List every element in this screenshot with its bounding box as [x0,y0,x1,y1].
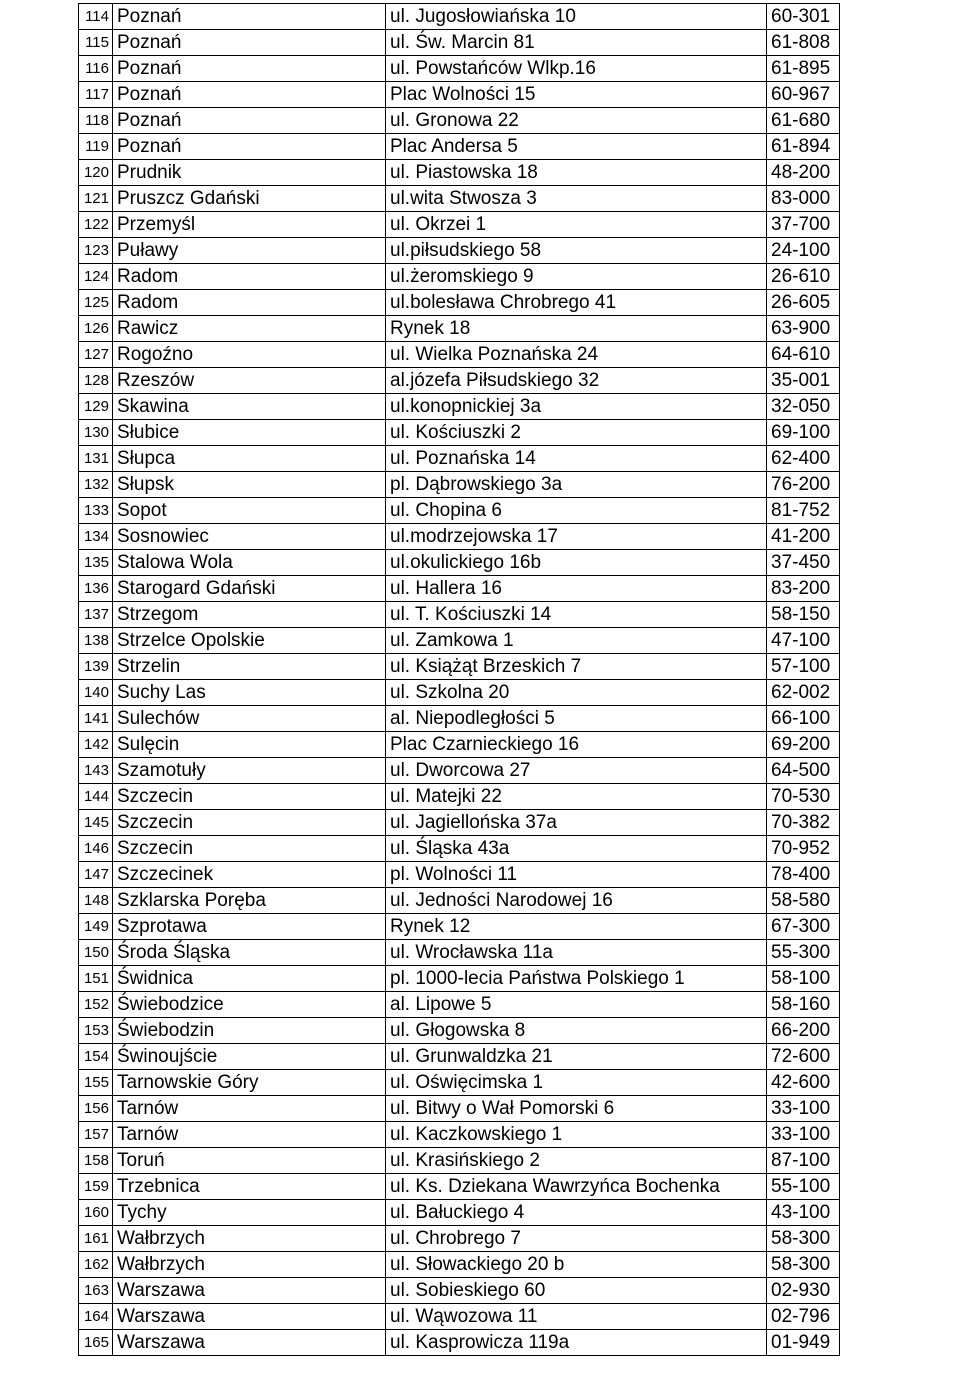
row-number: 136 [79,576,113,602]
table-row [79,1044,840,1070]
row-number: 122 [79,212,113,238]
city-cell: Poznań [113,56,386,82]
city-cell: Słupca [113,446,386,472]
table-row [79,654,840,680]
row-number: 117 [79,82,113,108]
address-cell: ul.żeromskiego 9 [386,264,767,290]
row-number: 162 [79,1252,113,1278]
postal-code-cell: 62-002 [767,680,840,706]
row-number: 154 [79,1044,113,1070]
row-number: 153 [79,1018,113,1044]
postal-code-cell: 61-680 [767,108,840,134]
postal-code-cell: 78-400 [767,862,840,888]
postal-code-cell: 58-160 [767,992,840,1018]
row-number: 120 [79,160,113,186]
city-cell: Sosnowiec [113,524,386,550]
table-row [79,758,840,784]
address-cell: al. Niepodległości 5 [386,706,767,732]
city-cell: Świdnica [113,966,386,992]
city-cell: Starogard Gdański [113,576,386,602]
address-cell: ul. Kasprowicza 119a [386,1330,767,1356]
address-cell: ul. Matejki 22 [386,784,767,810]
city-cell: Poznań [113,108,386,134]
address-cell: Plac Andersa 5 [386,134,767,160]
postal-code-cell: 32-050 [767,394,840,420]
row-number: 140 [79,680,113,706]
row-number: 133 [79,498,113,524]
postal-code-cell: 70-530 [767,784,840,810]
postal-code-cell: 42-600 [767,1070,840,1096]
postal-code-cell: 61-894 [767,134,840,160]
row-number: 159 [79,1174,113,1200]
table-row [79,498,840,524]
table-row [79,1070,840,1096]
postal-code-cell: 58-100 [767,966,840,992]
city-cell: Pruszcz Gdański [113,186,386,212]
city-cell: Stalowa Wola [113,550,386,576]
table-row [79,810,840,836]
row-number: 158 [79,1148,113,1174]
row-number: 134 [79,524,113,550]
row-number: 155 [79,1070,113,1096]
city-cell: Szklarska Poręba [113,888,386,914]
table-row [79,1148,840,1174]
table-row [79,1096,840,1122]
postal-code-cell: 58-580 [767,888,840,914]
row-number: 156 [79,1096,113,1122]
table-row [79,992,840,1018]
address-cell: ul. Dworcowa 27 [386,758,767,784]
city-cell: Poznań [113,4,386,30]
postal-code-cell: 70-952 [767,836,840,862]
row-number: 123 [79,238,113,264]
city-cell: Rzeszów [113,368,386,394]
postal-code-cell: 37-450 [767,550,840,576]
row-number: 149 [79,914,113,940]
address-cell: ul. Zamkowa 1 [386,628,767,654]
table-row [79,472,840,498]
address-cell: ul. Bałuckiego 4 [386,1200,767,1226]
address-cell: pl. Wolności 11 [386,862,767,888]
row-number: 160 [79,1200,113,1226]
postal-code-cell: 24-100 [767,238,840,264]
address-cell: ul. Powstańców Wlkp.16 [386,56,767,82]
row-number: 132 [79,472,113,498]
city-cell: Rogoźno [113,342,386,368]
city-cell: Strzegom [113,602,386,628]
table-row [79,238,840,264]
row-number: 131 [79,446,113,472]
address-cell: ul. Kaczkowskiego 1 [386,1122,767,1148]
city-cell: Słupsk [113,472,386,498]
row-number: 163 [79,1278,113,1304]
city-cell: Poznań [113,30,386,56]
table-row [79,446,840,472]
postal-code-cell: 61-808 [767,30,840,56]
row-number: 161 [79,1226,113,1252]
postal-code-cell: 60-301 [767,4,840,30]
table-row [79,342,840,368]
city-cell: Szczecin [113,810,386,836]
table-row [79,732,840,758]
table-row [79,160,840,186]
table-row [79,862,840,888]
address-cell: ul.modrzejowska 17 [386,524,767,550]
address-cell: ul. Hallera 16 [386,576,767,602]
address-table-body [79,4,840,1356]
row-number: 150 [79,940,113,966]
row-number: 121 [79,186,113,212]
city-cell: Strzelin [113,654,386,680]
address-cell: ul. Książąt Brzeskich 7 [386,654,767,680]
table-row [79,186,840,212]
row-number: 164 [79,1304,113,1330]
row-number: 143 [79,758,113,784]
row-number: 115 [79,30,113,56]
city-cell: Świnoujście [113,1044,386,1070]
postal-code-cell: 64-500 [767,758,840,784]
row-number: 152 [79,992,113,1018]
postal-code-cell: 72-600 [767,1044,840,1070]
city-cell: Puławy [113,238,386,264]
table-row [79,82,840,108]
address-sheet [78,3,840,1356]
address-cell: ul. Wrocławska 11a [386,940,767,966]
city-cell: Szczecin [113,836,386,862]
address-cell: al.józefa Piłsudskiego 32 [386,368,767,394]
postal-code-cell: 69-100 [767,420,840,446]
postal-code-cell: 61-895 [767,56,840,82]
table-row [79,524,840,550]
address-cell: al. Lipowe 5 [386,992,767,1018]
address-cell: ul. Krasińskiego 2 [386,1148,767,1174]
row-number: 125 [79,290,113,316]
table-row [79,914,840,940]
city-cell: Radom [113,290,386,316]
row-number: 138 [79,628,113,654]
row-number: 116 [79,56,113,82]
city-cell: Świebodzin [113,1018,386,1044]
city-cell: Sulęcin [113,732,386,758]
table-row [79,680,840,706]
postal-code-cell: 48-200 [767,160,840,186]
address-cell: ul.wita Stwosza 3 [386,186,767,212]
table-row [79,1174,840,1200]
address-cell: ul. Jedności Narodowej 16 [386,888,767,914]
row-number: 145 [79,810,113,836]
address-cell: Plac Czarnieckiego 16 [386,732,767,758]
address-cell: ul. Jagiellońska 37a [386,810,767,836]
row-number: 144 [79,784,113,810]
address-cell: ul. Słowackiego 20 b [386,1252,767,1278]
address-cell: ul. Wąwozowa 11 [386,1304,767,1330]
address-cell: ul. Poznańska 14 [386,446,767,472]
table-row [79,888,840,914]
city-cell: Wałbrzych [113,1252,386,1278]
table-row [79,1018,840,1044]
postal-code-cell: 01-949 [767,1330,840,1356]
postal-code-cell: 58-300 [767,1226,840,1252]
postal-code-cell: 02-930 [767,1278,840,1304]
city-cell: Rawicz [113,316,386,342]
row-number: 157 [79,1122,113,1148]
city-cell: Warszawa [113,1304,386,1330]
row-number: 118 [79,108,113,134]
city-cell: Warszawa [113,1330,386,1356]
address-cell: ul. Św. Marcin 81 [386,30,767,56]
postal-code-cell: 81-752 [767,498,840,524]
table-row [79,394,840,420]
city-cell: Szamotuły [113,758,386,784]
postal-code-cell: 83-000 [767,186,840,212]
address-cell: Plac Wolności 15 [386,82,767,108]
row-number: 142 [79,732,113,758]
city-cell: Poznań [113,134,386,160]
table-row [79,316,840,342]
city-cell: Radom [113,264,386,290]
row-number: 137 [79,602,113,628]
row-number: 165 [79,1330,113,1356]
table-row [79,628,840,654]
table-row [79,212,840,238]
row-number: 130 [79,420,113,446]
row-number: 151 [79,966,113,992]
postal-code-cell: 26-605 [767,290,840,316]
city-cell: Tarnowskie Góry [113,1070,386,1096]
table-row [79,1330,840,1356]
address-cell: ul. Grunwaldzka 21 [386,1044,767,1070]
city-cell: Skawina [113,394,386,420]
row-number: 119 [79,134,113,160]
postal-code-cell: 69-200 [767,732,840,758]
row-number: 139 [79,654,113,680]
address-cell: ul.konopnickiej 3a [386,394,767,420]
table-row [79,1304,840,1330]
row-number: 126 [79,316,113,342]
address-cell: Rynek 18 [386,316,767,342]
table-row [79,30,840,56]
city-cell: Trzebnica [113,1174,386,1200]
table-row [79,1278,840,1304]
table-row [79,836,840,862]
table-row [79,108,840,134]
city-cell: Strzelce Opolskie [113,628,386,654]
city-cell: Warszawa [113,1278,386,1304]
address-cell: pl. 1000-lecia Państwa Polskiego 1 [386,966,767,992]
postal-code-cell: 67-300 [767,914,840,940]
postal-code-cell: 63-900 [767,316,840,342]
address-cell: ul.bolesława Chrobrego 41 [386,290,767,316]
address-cell: ul. Głogowska 8 [386,1018,767,1044]
row-number: 141 [79,706,113,732]
row-number: 147 [79,862,113,888]
table-row [79,784,840,810]
address-cell: ul. Ks. Dziekana Wawrzyńca Bochenka [386,1174,767,1200]
address-cell: ul. Kościuszki 2 [386,420,767,446]
city-cell: Sulechów [113,706,386,732]
postal-code-cell: 35-001 [767,368,840,394]
address-table [78,3,840,1356]
postal-code-cell: 58-150 [767,602,840,628]
address-cell: ul. Wielka Poznańska 24 [386,342,767,368]
table-row [79,966,840,992]
address-cell: ul.piłsudskiego 58 [386,238,767,264]
postal-code-cell: 55-300 [767,940,840,966]
table-row [79,576,840,602]
row-number: 148 [79,888,113,914]
table-row [79,420,840,446]
postal-code-cell: 55-100 [767,1174,840,1200]
postal-code-cell: 62-400 [767,446,840,472]
city-cell: Świebodzice [113,992,386,1018]
row-number: 114 [79,4,113,30]
table-row [79,4,840,30]
address-cell: ul. Chrobrego 7 [386,1226,767,1252]
city-cell: Toruń [113,1148,386,1174]
postal-code-cell: 26-610 [767,264,840,290]
city-cell: Tarnów [113,1122,386,1148]
postal-code-cell: 64-610 [767,342,840,368]
city-cell: Środa Śląska [113,940,386,966]
postal-code-cell: 02-796 [767,1304,840,1330]
address-cell: ul. Gronowa 22 [386,108,767,134]
city-cell: Prudnik [113,160,386,186]
address-cell: ul. Śląska 43a [386,836,767,862]
postal-code-cell: 60-967 [767,82,840,108]
city-cell: Słubice [113,420,386,446]
address-cell: Rynek 12 [386,914,767,940]
address-cell: ul. Oświęcimska 1 [386,1070,767,1096]
address-cell: ul. Bitwy o Wał Pomorski 6 [386,1096,767,1122]
table-row [79,550,840,576]
postal-code-cell: 33-100 [767,1122,840,1148]
table-row [79,1226,840,1252]
row-number: 127 [79,342,113,368]
row-number: 135 [79,550,113,576]
postal-code-cell: 83-200 [767,576,840,602]
postal-code-cell: 70-382 [767,810,840,836]
address-cell: ul. Sobieskiego 60 [386,1278,767,1304]
row-number: 146 [79,836,113,862]
postal-code-cell: 66-100 [767,706,840,732]
postal-code-cell: 76-200 [767,472,840,498]
table-row [79,134,840,160]
address-cell: pl. Dąbrowskiego 3a [386,472,767,498]
city-cell: Wałbrzych [113,1226,386,1252]
address-cell: ul. Piastowska 18 [386,160,767,186]
address-cell: ul. Okrzei 1 [386,212,767,238]
table-row [79,706,840,732]
postal-code-cell: 57-100 [767,654,840,680]
table-row [79,56,840,82]
table-row [79,1122,840,1148]
table-row [79,602,840,628]
city-cell: Sopot [113,498,386,524]
postal-code-cell: 66-200 [767,1018,840,1044]
address-cell: ul.okulickiego 16b [386,550,767,576]
table-row [79,1200,840,1226]
address-cell: ul. Szkolna 20 [386,680,767,706]
table-row [79,1252,840,1278]
city-cell: Przemyśl [113,212,386,238]
city-cell: Suchy Las [113,680,386,706]
row-number: 129 [79,394,113,420]
city-cell: Szprotawa [113,914,386,940]
postal-code-cell: 41-200 [767,524,840,550]
table-row [79,290,840,316]
postal-code-cell: 33-100 [767,1096,840,1122]
postal-code-cell: 37-700 [767,212,840,238]
postal-code-cell: 58-300 [767,1252,840,1278]
city-cell: Poznań [113,82,386,108]
table-row [79,264,840,290]
city-cell: Szczecin [113,784,386,810]
postal-code-cell: 47-100 [767,628,840,654]
address-cell: ul. Chopina 6 [386,498,767,524]
city-cell: Tychy [113,1200,386,1226]
postal-code-cell: 87-100 [767,1148,840,1174]
address-cell: ul. T. Kościuszki 14 [386,602,767,628]
city-cell: Szczecinek [113,862,386,888]
city-cell: Tarnów [113,1096,386,1122]
row-number: 128 [79,368,113,394]
table-row [79,940,840,966]
address-cell: ul. Jugosłowiańska 10 [386,4,767,30]
row-number: 124 [79,264,113,290]
table-row [79,368,840,394]
postal-code-cell: 43-100 [767,1200,840,1226]
